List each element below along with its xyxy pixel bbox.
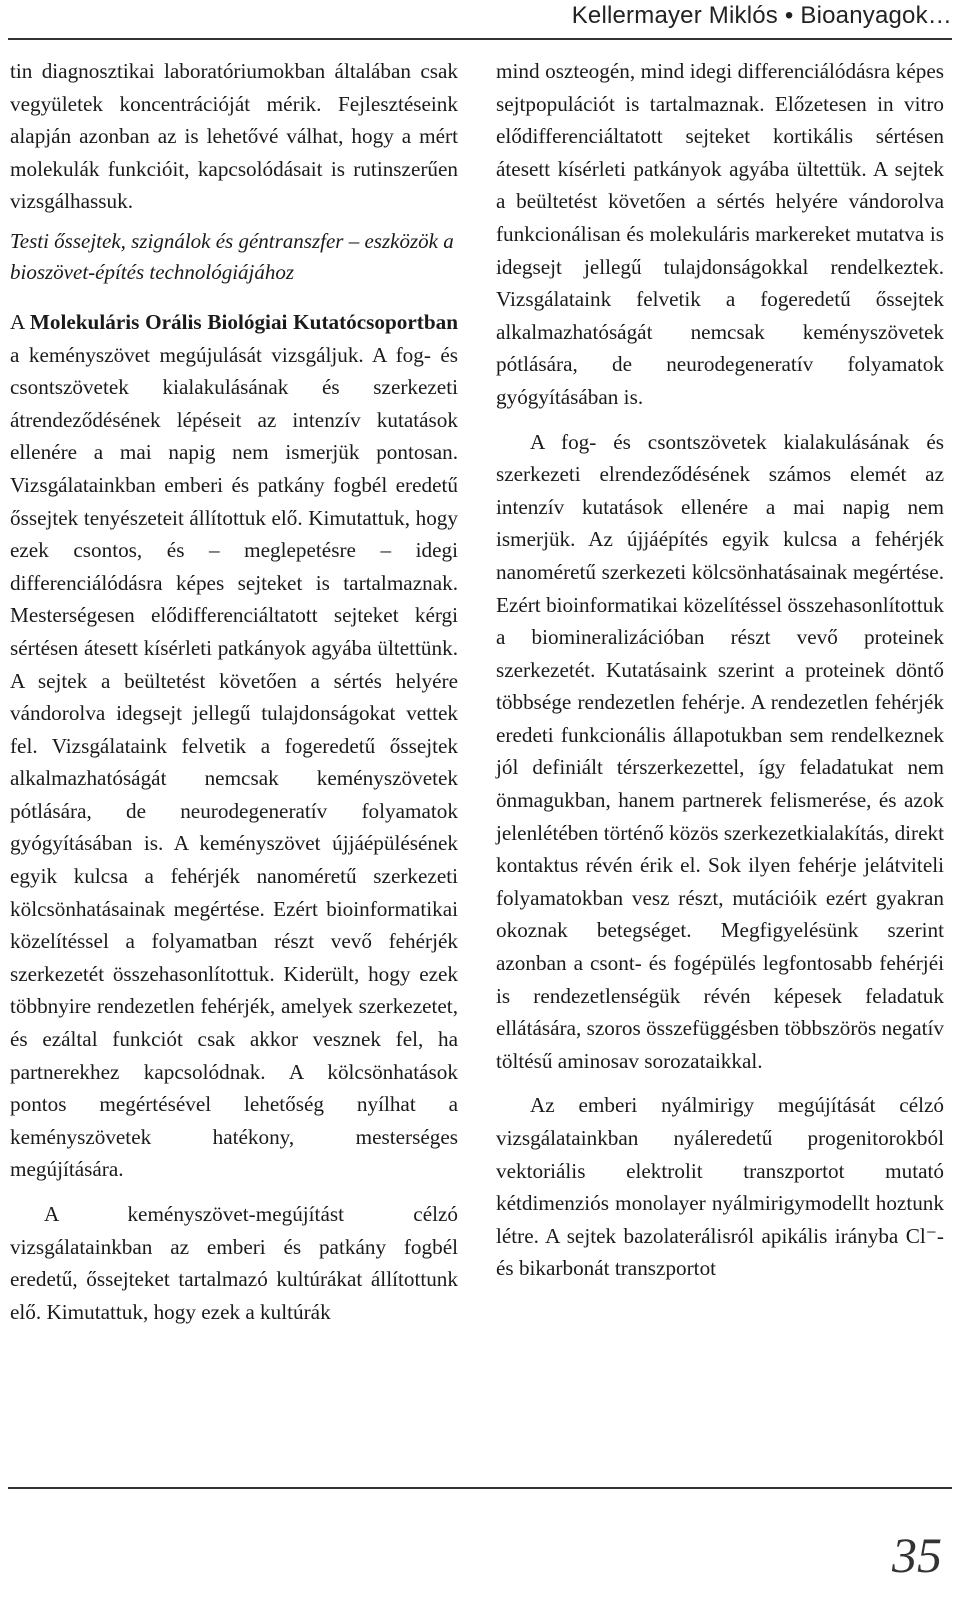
left-paragraph-1: tin diagnosztikai laboratóriumokban általában csak vegyületek koncentrációját mérik. Fejlesztéseink alapján azonban az is lehetővé válhat, hogy a mért molekulák funkcióit, kapcsolódásait is rutinszerűen vizsgálhassuk.: [10, 59, 458, 214]
header-title: Bioanyagok…: [800, 2, 952, 29]
paragraph-prefix: A: [10, 309, 30, 334]
right-paragraph-1: mind oszteogén, mind idegi differenciálódásra képes sejtpopulációt is tartalmaznak. Előzetesen in vitro elődifferenciáltatott sejteket kortikális sértésen átesett kísérleti patkányok agyába ültettük. A sejtek a beültetést követően a sértés helyére vándorolva funkcionálisan és molekuláris markereket mutatva is idegsejt jellegű tulajdonságokkal rendelkeztek. Vizsgálataink felvetik a fogeredetű őssejtek alkalmazhatóságát nemcsak keményszövetek pótlására, de neurodegeneratív folyamatok gyógyításában is.: [496, 59, 944, 409]
right-column: [496, 55, 944, 1285]
page-number: 35: [892, 1527, 942, 1583]
right-paragraph-3: Az emberi nyálmirigy megújítását célzó vizsgálatainkban nyáleredetű progenitorokból vektoriális elektrolit transzportot mutató kétdimenziós monolayer nyálmirigymodellt hoztunk létre. A sejtek bazolaterálisról apikális irányba Cl⁻- és bikarbonát transzportot: [496, 1093, 944, 1281]
header-separator: •: [784, 2, 794, 29]
header-author: Kellermayer Miklós: [571, 2, 778, 29]
left-paragraph-3: A keményszövet-megújítást célzó vizsgálatainkban az emberi és patkány fogbél eredetű, őssejteket tartalmazó kultúrákat állítottunk elő. Kimutattuk, hogy ezek a kultúrák: [10, 1202, 458, 1324]
running-header: [572, 0, 952, 32]
left-paragraph-2: [10, 306, 458, 1186]
header-rule: [8, 38, 952, 40]
right-paragraph-2: A fog- és csontszövetek kialakulásának és szerkezeti elrendeződésének számos elemét az intenzív kutatások ellenére a mai napig nem ismerjük. Az újjáépítés egyik kulcsa a fehérjék nanoméretű szerkezeti kölcsönhatásainak megértése. Ezért bioinformatikai közelítéssel összehasonlítottuk a biomineralizációban részt vevő proteinek szerkezetét. Kutatásaink szerint a proteinek döntő többsége rendezetlen fehérje. A rendezetlen fehérjék eredeti funkcionális állapotukban sem rendelkeznek jól definiált térszerkezettel, így feladatukat nem önmagukban, hanem partnerek felismerése, és azok jelenlétében történő közös szerkezetkialakítás, direkt kontaktus révén érik el. Sok ilyen fehérje jelátviteli folyamatokban vesz részt, mutációik ezért gyakran okoznak betegséget. Megfigyelésünk szerint azonban a csont- és fogépülés legfontosabb fehérjéi is rendezetlenségük révén képesek feladatuk ellátására, szoros összefüggésben többszörös negatív töltésű aminosav sorozataikkal.: [496, 429, 944, 1073]
research-group-name: Molekuláris Orális Biológiai Kutatócsoportban: [29, 309, 458, 334]
section-subheading: Testi őssejtek, szignálok és géntranszfer – eszközök a bioszövet-építés technológiájához: [10, 228, 454, 284]
paragraph-body: a keményszövet megújulását vizsgáljuk. A fog- és csontszövetek kialakulásának és szerkezeti átrendeződésének lépéseit az intenzív kutatások ellenére a mai napig nem ismerjük pontosan. Vizsgálatainkban emberi és patkány fogbél eredetű őssejtek tenyészeteit állítottuk elő. Kimutattuk, hogy ezek csontos, és – meglepetésre – idegi differenciálódásra képes sejteket is tartalmaznak. Mesterségesen elődifferenciáltatott sejteket kérgi sértésen átesett kísérleti patkányok agyába ültettünk. A sejtek a beültetést követően a sértés helyére vándorolva idegsejt jellegű tulajdonságokat vettek fel. Vizsgálataink felvetik a fogeredetű őssejtek alkalmazhatóságát nemcsak keményszövetek pótlására, de neurodegeneratív folyamatok gyógyításában is. A keményszövet újjáépülésének egyik kulcsa a fehérjék nanoméretű szerkezeti kölcsönhatásainak megértése. Ezért bioinformatikai közelítéssel a folyamatban részt vevő fehérjék szerkezetét összehasonlítottuk. Kiderült, hogy ezek többnyire rendezetlen fehérjék, amelyek szerkezetet, és ezáltal funkciót csak akkor vesznek fel, ha partnerekhez kapcsolódnak. A kölcsönhatások pontos megértésével lehetőség nyílhat a keményszövetek hatékony, mesterséges megújítására.: [10, 342, 458, 1182]
footer-rule: [8, 1487, 952, 1489]
left-column: [10, 55, 458, 1328]
